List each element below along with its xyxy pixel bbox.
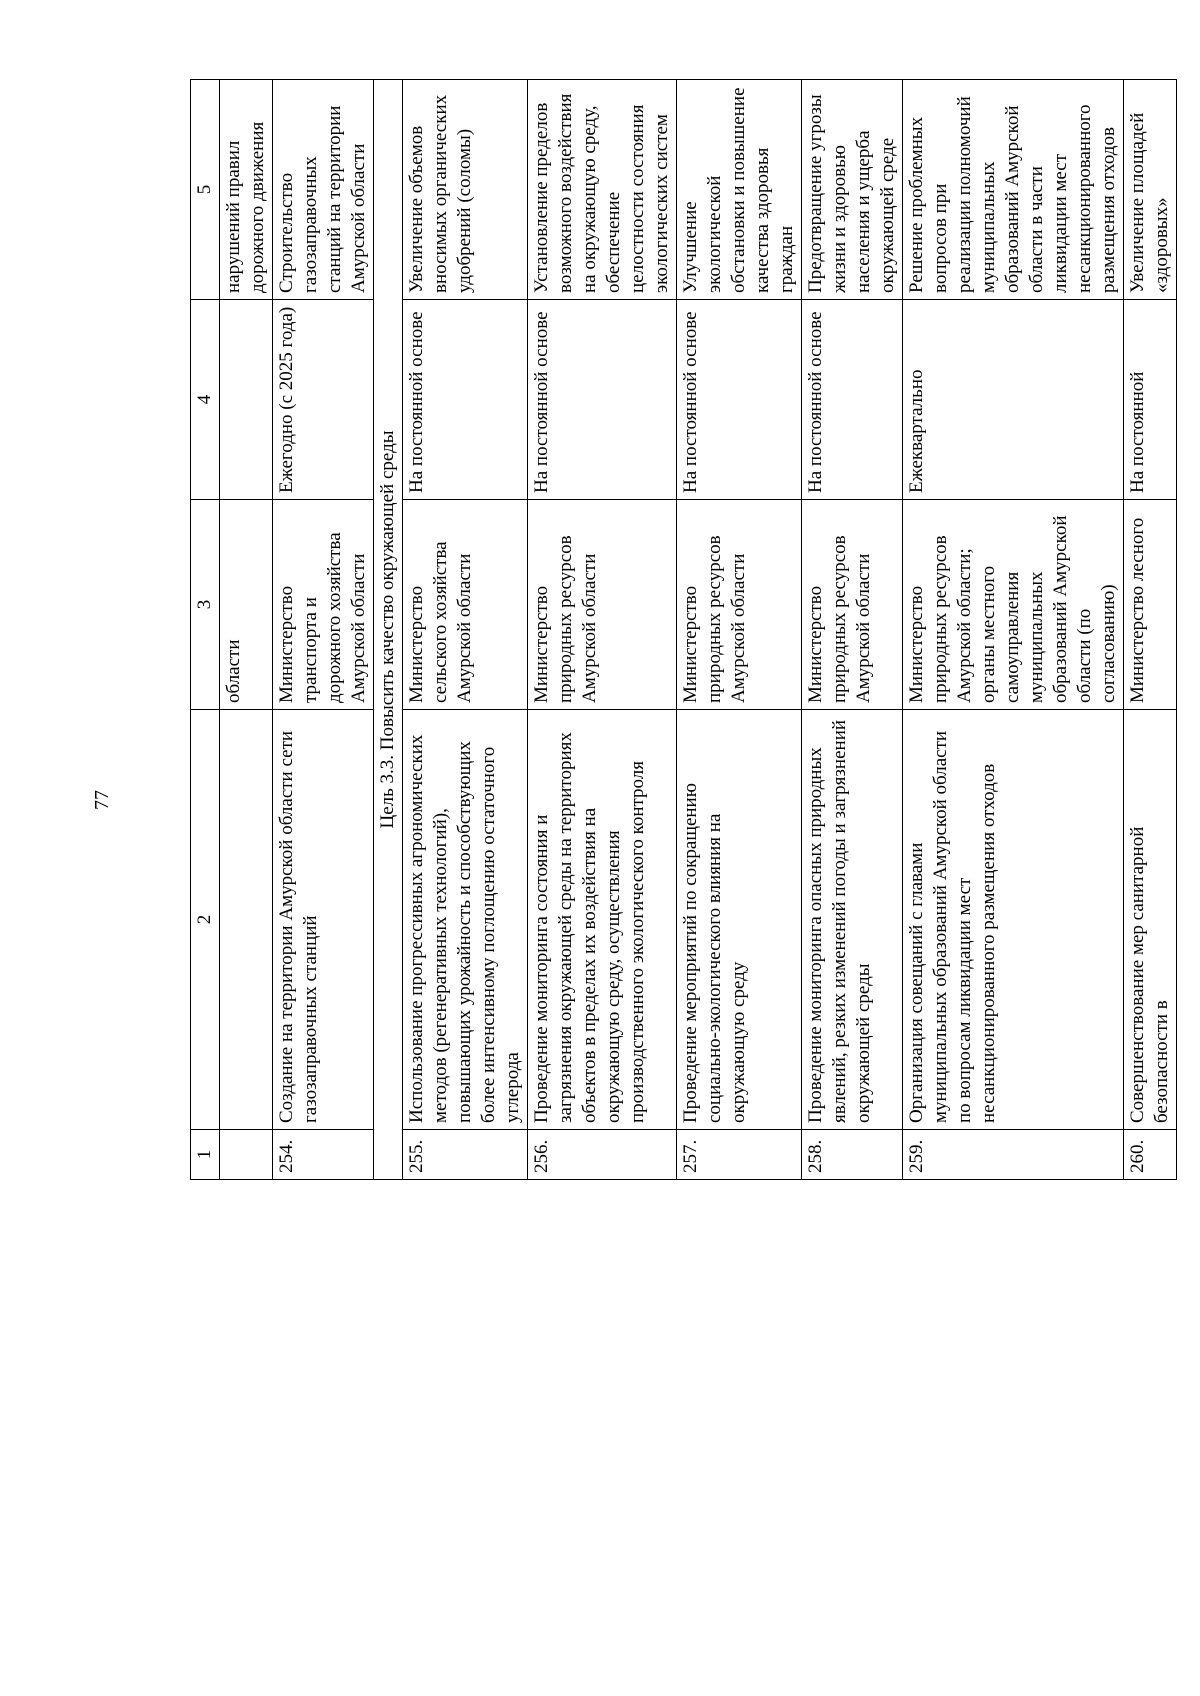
- result-cell: Увеличение объемов вносимых органических удобрений (соломы): [403, 80, 528, 300]
- header-cell: 2: [191, 710, 220, 1130]
- result-cell: Увеличение площадей «здоровых»: [1124, 80, 1177, 300]
- responsible-cell: Министерство природных ресурсов Амурской области; органы местного самоуправления муниципальных образований Амурской области (по согласованию): [903, 500, 1124, 710]
- measures-table: [190, 79, 1177, 1180]
- continuation-result: нарушений правил дорожного движения: [220, 80, 273, 300]
- continuation-responsible: области: [220, 500, 273, 710]
- table-row: [1124, 80, 1177, 1180]
- result-cell: Решение проблемных вопросов при реализации полномочий муниципальных образований Амурской области в части ликвидации мест несанкционированного размещения отходов: [903, 80, 1124, 300]
- responsible-cell: Министерство транспорта и дорожного хозяйства Амурской области: [273, 500, 374, 710]
- measure-cell: Организация совещаний с главами муниципальных образований Амурской области по вопросам ликвидации мест несанкционированного размещения отходов: [903, 710, 1124, 1130]
- goal-title: Цель 3.3. Повысить качество окружающей среды: [374, 80, 403, 1180]
- goal-row: [374, 80, 403, 1180]
- term-cell: Ежеквартально: [903, 300, 1124, 500]
- table-row: [677, 80, 802, 1180]
- row-number: 257.: [677, 1130, 802, 1180]
- rotated-table-wrapper: [190, 80, 1172, 1180]
- term-cell: На постоянной основе: [528, 300, 677, 500]
- measure-cell: Использование прогрессивных агрономических методов (регенеративных технологий), повышающих урожайность и способствующих более интенсивному поглощению остаточного углерода: [403, 710, 528, 1130]
- row-number: 258.: [802, 1130, 903, 1180]
- term-cell: На постоянной: [1124, 300, 1177, 500]
- continuation-row: [220, 80, 273, 1180]
- term-cell: На постоянной основе: [403, 300, 528, 500]
- result-cell: Предотвращение угрозы жизни и здоровью населения и ущерба окружающей среде: [802, 80, 903, 300]
- page-number: 77: [90, 790, 113, 810]
- measure-cell: Проведение мероприятий по сокращению социально-экологического влияния на окружающую среду: [677, 710, 802, 1130]
- measure-cell: Проведение мониторинга состояния и загрязнения окружающей среды на территориях объектов в пределах их воздействия на окружающую среду, осуществления производственного экологического контроля: [528, 710, 677, 1130]
- result-cell: Строительство газозаправочных станций на территории Амурской области: [273, 80, 374, 300]
- responsible-cell: Министерство лесного: [1124, 500, 1177, 710]
- table-row: [403, 80, 528, 1180]
- table-row: [273, 80, 374, 1180]
- result-cell: Улучшение экологической обстановки и повышение качества здоровья граждан: [677, 80, 802, 300]
- table-row: [903, 80, 1124, 1180]
- row-number: 259.: [903, 1130, 1124, 1180]
- table-row: [528, 80, 677, 1180]
- responsible-cell: Министерство природных ресурсов Амурской области: [677, 500, 802, 710]
- measure-cell: Совершенствование мер санитарной безопасности в: [1124, 710, 1177, 1130]
- row-number: 254.: [273, 1130, 374, 1180]
- table-row: [802, 80, 903, 1180]
- header-cell: 4: [191, 300, 220, 500]
- measure-cell: Проведение мониторинга опасных природных явлений, резких изменений погоды и загрязнений окружающей среды: [802, 710, 903, 1130]
- responsible-cell: Министерство природных ресурсов Амурской области: [802, 500, 903, 710]
- term-cell: На постоянной основе: [802, 300, 903, 500]
- row-number: 256.: [528, 1130, 677, 1180]
- row-number: 255.: [403, 1130, 528, 1180]
- header-cell: 3: [191, 500, 220, 710]
- measure-cell: Создание на территории Амурской области сети газозаправочных станций: [273, 710, 374, 1130]
- responsible-cell: Министерство сельского хозяйства Амурской области: [403, 500, 528, 710]
- responsible-cell: Министерство природных ресурсов Амурской области: [528, 500, 677, 710]
- header-cell: 5: [191, 80, 220, 300]
- term-cell: Ежегодно (с 2025 года): [273, 300, 374, 500]
- table-header-row: [191, 80, 220, 1180]
- header-cell: 1: [191, 1130, 220, 1180]
- row-number: 260.: [1124, 1130, 1177, 1180]
- result-cell: Установление пределов возможного воздействия на окружающую среду, обеспечение целостности состояния экологических систем: [528, 80, 677, 300]
- term-cell: На постоянной основе: [677, 300, 802, 500]
